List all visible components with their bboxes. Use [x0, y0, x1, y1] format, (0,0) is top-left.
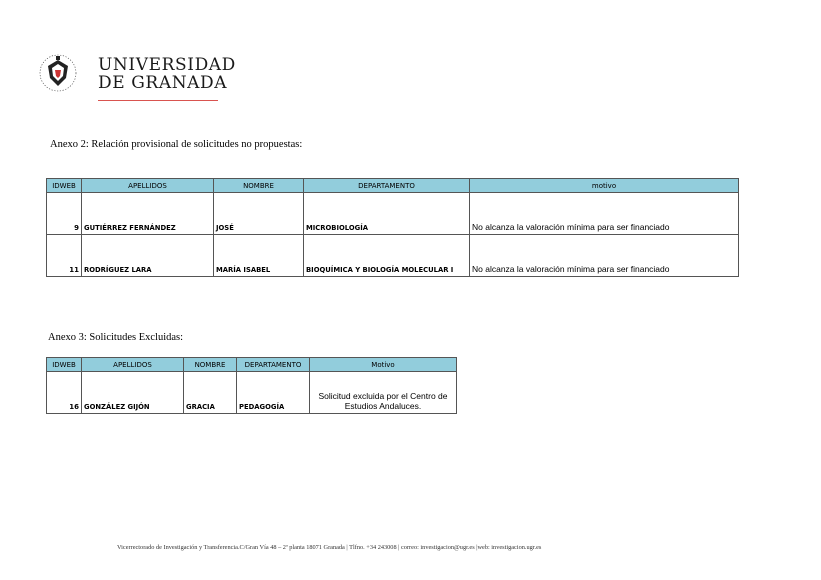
annex3-table	[46, 357, 457, 414]
column-header-departamento: DEPARTAMENTO	[304, 179, 470, 193]
table-row	[47, 193, 739, 235]
cell-idweb: 11	[47, 235, 82, 277]
cell-idweb: 16	[47, 372, 82, 414]
cell-motivo: No alcanza la valoración mínima para ser financiado	[470, 235, 739, 277]
university-name-line1: UNIVERSIDAD	[98, 55, 236, 75]
column-header-departamento: DEPARTAMENTO	[237, 358, 310, 372]
table-row	[47, 372, 457, 414]
cell-apellidos: GONZÁLEZ GIJÓN	[82, 372, 184, 414]
column-header-idweb: IDWEB	[47, 358, 82, 372]
cell-nombre: JOSÉ	[214, 193, 304, 235]
cell-nombre: GRACIA	[184, 372, 237, 414]
column-header-apellidos: APELLIDOS	[82, 179, 214, 193]
annex2-title: Anexo 2: Relación provisional de solicitudes no propuestas:	[50, 139, 303, 150]
table-row	[47, 235, 739, 277]
university-seal-icon	[36, 44, 80, 102]
cell-nombre: MARÍA ISABEL	[214, 235, 304, 277]
column-header-idweb: IDWEB	[47, 179, 82, 193]
cell-departamento: PEDAGOGÍA	[237, 372, 310, 414]
footer-contact: Vicerrectorado de Investigación y Transferencia.C/Gran Vía 48 – 2ª planta 18071 Granada | Tlfno. +34 243008 | correo: investigacion@ugr.es |web: investigacion.ugr.es	[117, 544, 542, 551]
column-header-motivo: Motivo	[310, 358, 457, 372]
university-name	[98, 56, 236, 92]
cell-motivo: No alcanza la valoración mínima para ser financiado	[470, 193, 739, 235]
column-header-motivo: motivo	[470, 179, 739, 193]
cell-idweb: 9	[47, 193, 82, 235]
annex3-title: Anexo 3: Solicitudes Excluidas:	[48, 332, 184, 343]
university-name-line2: DE GRANADA	[98, 73, 228, 93]
table-header-row	[47, 358, 457, 372]
column-header-nombre: NOMBRE	[184, 358, 237, 372]
column-header-apellidos: APELLIDOS	[82, 358, 184, 372]
cell-departamento: MICROBIOLOGÍA	[304, 193, 470, 235]
table-header-row	[47, 179, 739, 193]
university-logo	[36, 44, 236, 104]
cell-motivo: Solicitud excluida por el Centro de Estudios Andaluces.	[310, 372, 457, 414]
cell-apellidos: GUTIÉRREZ FERNÁNDEZ	[82, 193, 214, 235]
cell-apellidos: RODRÍGUEZ LARA	[82, 235, 214, 277]
annex2-table	[46, 178, 739, 277]
logo-rule	[98, 100, 218, 101]
cell-departamento: BIOQUÍMICA Y BIOLOGÍA MOLECULAR I	[304, 235, 470, 277]
column-header-nombre: NOMBRE	[214, 179, 304, 193]
